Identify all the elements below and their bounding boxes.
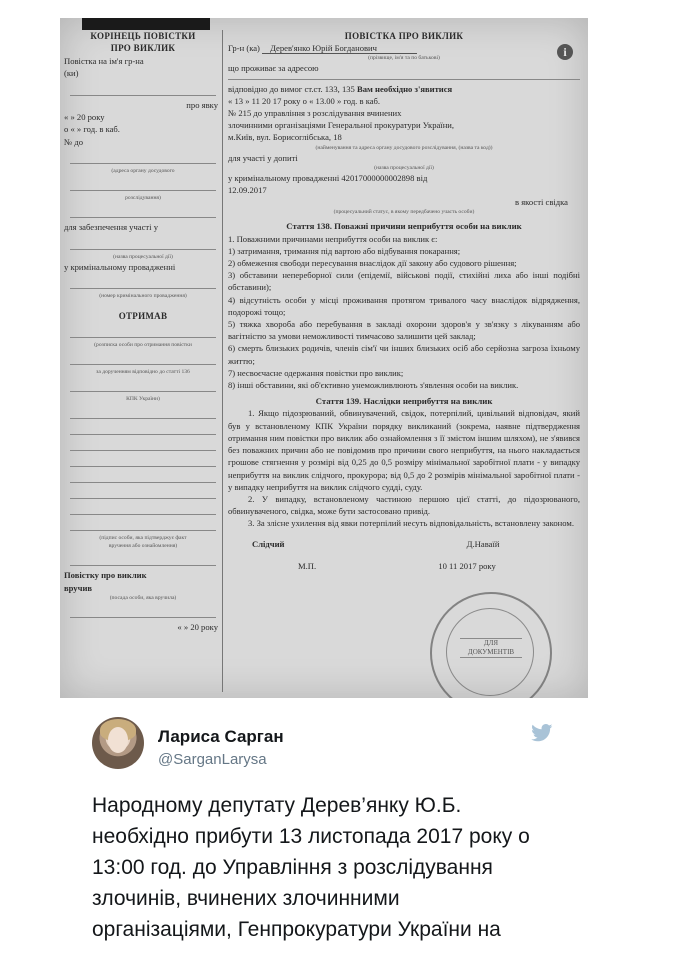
citizen-row: Гр-н (ка) Дерев'янко Юрій Богданович [228,42,580,54]
stub-line: (ки) [64,68,79,79]
stub-rule [70,553,216,566]
tweet-text [92,790,612,945]
article-138-item: 2) обмеження свободи пересування внаслідок дії закону або судового рішення; [228,258,517,269]
sign-date: 10 11 2017 року [438,560,496,571]
investigator-row: Слідчий Д.Наваїй [252,538,500,549]
article-138-item: 6) смерть близьких родичів, членів сім'ї чи інших близьких осіб або серйозна загроза їхньому життю; [228,343,580,366]
tweet-text-line: організаціями, Генпрокуратури України на [92,918,501,941]
info-icon: i [557,44,573,60]
summons-main [228,30,580,694]
address-value: м.Київ, вул. Борисоглібська, 18 [228,132,342,143]
stub-rule [70,379,216,392]
tweet-text-line: злочинів, вчинених злочинними [92,887,400,910]
caption-addr: (найменування та адреса органу досудового розслідування, (назва та код)) [315,144,493,151]
stub-line: Повістка на ім'я гр-на [64,55,144,66]
summons-heading: ПОВІСТКА ПРО ВИКЛИК [344,31,464,41]
article-139-item: 3. За злісне ухилення від явки потерпілий несуть відповідальність, встановлену законом. [248,518,574,529]
stub-heading-1: КОРІНЕЦЬ ПОВІСТКИ [90,31,196,41]
stub-rule [70,325,216,338]
proceeding-date: 12.09.2017 [228,185,267,196]
official-stamp: ДЛЯ ДОКУМЕНТІВ [430,592,552,698]
stub-rule [70,205,216,218]
participation-row: для участі у допиті [228,152,298,163]
stub-caption: (назва процесуальної дії) [113,253,173,260]
stub-caption: (підпис особи, яка підтверджує факт [99,535,187,542]
author-handle[interactable]: @SarganLarysa [158,751,267,768]
requirement-row: відповідно до вимог ст.ст. 133, 135 Вам необхідно з'явитися [228,83,453,94]
article-138-item: 1) затримання, тримання під вартою або відбування покарання; [228,245,461,256]
stub-rule [70,352,216,365]
avatar[interactable] [92,717,144,769]
stub-caption: вручення або ознайомлення) [108,543,178,550]
stub-heading-2: ПРО ВИКЛИК [110,43,176,54]
appointment-date: « 13 » 11 20 17 року о « 13.00 » год. в каб. [228,95,381,106]
stub-date-line: « » 20 року [177,622,218,633]
stub-proceeding: у кримінальному провадженні [64,261,176,272]
tweet-text-line: 13:00 год. до Управління з розслідування [92,856,493,879]
author-name[interactable]: Лариса Сарган [158,727,284,746]
stub-handed: вручив [64,582,93,593]
stub-purpose: для забезпечення участі у [64,222,159,233]
tweet-text-line: Народному депутату Дерев’янку Ю.Б. [92,794,462,817]
stub-rule [70,237,216,250]
redaction-bar [82,18,210,30]
article-138-item: 3) обставини непереборної сили (епідемії, військові події, стихійні лиха або інші подібні обставини); [228,270,580,293]
stub-rule [70,83,216,96]
article-138-item: 4) відсутність особи у місці проживання протягом тривалого часу внаслідок відрядження, подорожі тощо; [228,294,580,317]
seal-row: М.П. 10 11 2017 року [298,560,496,571]
stub-received: ОТРИМАВ [118,310,168,321]
tweet-text-line: необхідно прибути 13 листопада 2017 року о [92,825,530,848]
stub-rule [70,605,216,618]
stub-rule [70,438,216,451]
stub-line: о « » год. в каб. [64,124,120,135]
address-row: що проживає за адресою [228,63,319,74]
article-139-title: Стаття 139. Наслідки неприбуття на виклик [315,396,493,407]
org-row: злочинними організаціями Генеральної прокуратури України, [228,120,455,131]
room-row: № 215 до управління з розслідування вчинених [228,108,402,119]
stub-rule [70,454,216,467]
article-138-item: 8) інші обставини, які об'єктивно унеможливлюють з'явлення особи на виклик. [228,380,519,391]
twitter-bird-icon[interactable] [531,724,553,742]
stub-rule [70,502,216,515]
stub-caption: (номер кримінального провадження) [99,292,187,299]
stub-rule [70,178,216,191]
stub-line: про явку [186,99,218,110]
stub-rule [70,470,216,483]
stub-handed: Повістку про виклик [64,570,147,581]
summons-stub [64,30,223,692]
stub-caption: (адреса органу досудового [111,168,175,175]
stub-line: № до [64,136,84,147]
stub-rule [70,406,216,419]
article-139-item: 2. У випадку, встановленому частиною першою цієї статті, до підозрюваного, обвинуваченого, свідка, може бути застосовано привід. [228,493,580,517]
article-138-item: 1. Поважними причинами неприбуття особи на виклик є: [228,233,438,244]
stub-rule [70,151,216,164]
stub-line: « » 20 року [64,111,105,122]
article-138-item: 7) несвоєчасне одержання повістки про виклик; [228,367,404,378]
stub-caption: (посада особи, яка вручила) [109,595,177,602]
caption-role: (процесуальний статус, в якому передбачено участь особи) [333,209,475,216]
stub-caption: (розписка особи про отримання повістки [94,342,192,349]
stub-caption: за дорученням відповідно до статті 136 [96,369,190,376]
citizen-name: Дерев'янко Юрій Богданович [262,43,417,54]
stub-rule [70,518,216,531]
proceeding-row: у кримінальному провадженні 42017000000002898 від [228,172,428,183]
article-138-title: Стаття 138. Поважні причини неприбуття особи на виклик [286,221,522,232]
tweet-card [0,700,691,960]
stub-caption: розслідування) [125,195,161,202]
caption-name: (прізвище, ім'я та по батькові) [368,55,440,62]
caption-proc: (назва процесуальної дії) [374,164,434,171]
stub-rule [70,276,216,289]
role-row: в якості свідка [514,197,568,208]
stub-rule [70,486,216,499]
summons-document-scan [60,18,588,698]
investigator-name: Д.Наваїй [466,538,500,549]
article-139-item: 1. Якщо підозрюваний, обвинувачений, свідок, потерпілий, цивільний відповідач, який був у встановленому КПК України порядку викликаний (зокрема, наявне підтвердження отримання ним повістки про виклик або ознайомлення з її змістом іншим шляхом), не з'явився без поважних причин або не повідомив про причини свого неприбуття, на нього накладається грошове стягнення у розмірі від 0,25 до 0,5 розміру мінімальної заробітної плати - у випадку неприбуття на виклик слідчого, прокурора; від 0,5 до 2 розмірів мінімальної заробітної плати - у випадку неприбуття на виклик слідчого судді, суду. [228,408,580,492]
article-138-item: 5) тяжка хвороба або перебування в закладі охорони здоров'я у зв'язку з лікуванням або вагітністю за умови неможливості тимчасово залишити цей заклад; [228,319,580,342]
stub-caption: КПК України) [126,396,160,403]
stub-rule [70,422,216,435]
